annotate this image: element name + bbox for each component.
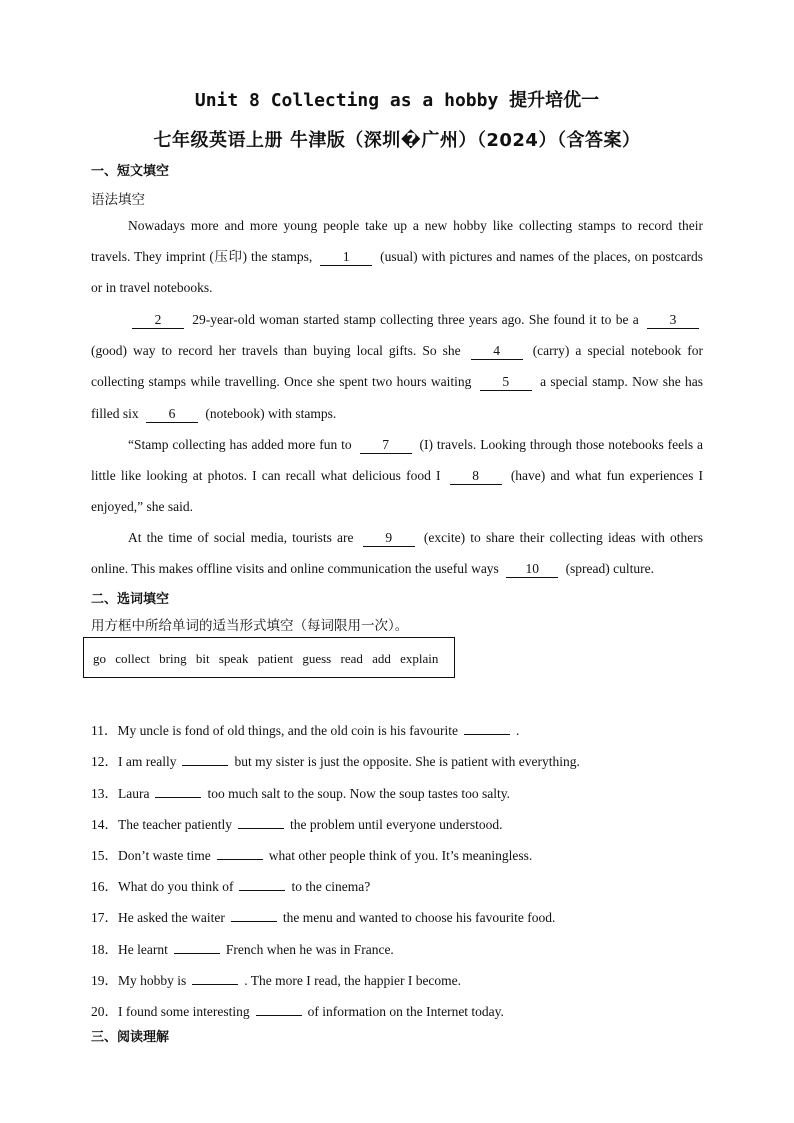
paragraph-4-text-c: (spread) culture. (565, 561, 655, 577)
section-1-heading: 一、短文填空 (91, 164, 170, 179)
question-number: 19． (91, 973, 118, 988)
document-subtitle: 七年级英语上册 牛津版（深圳�广州）（2024）（含答案） (153, 130, 641, 151)
question-number: 17． (91, 910, 118, 925)
section-3-heading: 三、阅读理解 (91, 1030, 170, 1045)
paragraph-3 (91, 429, 703, 523)
paragraph-3-text-b: (I) travels. Looking through those notebooks feels a little like looking at photos. I can recall what delicious food I (91, 437, 704, 484)
answer-blank[interactable] (231, 909, 277, 922)
question-text: My uncle is fond of old things, and the old coin is his favourite (117, 723, 458, 738)
blank-9[interactable]: 9 (363, 530, 415, 547)
question-text: too much salt to the soup. Now the soup tastes too salty. (207, 786, 510, 801)
question-text: Don’t waste time (118, 848, 211, 863)
word-bank-word: collect (115, 651, 150, 666)
document-title: Unit 8 Collecting as a hobby 提升培优一 (194, 90, 600, 111)
question-text: He asked the waiter (118, 910, 225, 925)
blank-5[interactable]: 5 (480, 374, 532, 391)
question-text: the problem until everyone understood. (289, 817, 503, 832)
blank-4[interactable]: 4 (471, 343, 523, 360)
paragraph-4 (91, 522, 703, 584)
question-number: 18． (91, 942, 118, 957)
blank-6[interactable]: 6 (146, 406, 198, 423)
paragraph-2-text-d: a special stamp. Now she has filled six (91, 374, 704, 421)
word-bank-word: speak (218, 651, 249, 666)
word-bank-box (83, 637, 455, 678)
blank-8[interactable]: 8 (450, 468, 502, 485)
paragraph-1-text-a: Nowadays more and more young people take up a new hobby like collecting stamps to record their travels. They imprint (压印) the stamps, (91, 218, 703, 265)
paragraph-2-text-e: (notebook) with stamps. (205, 405, 337, 421)
word-bank-word: add (372, 651, 391, 666)
question-text: of information on the Internet today. (307, 1004, 504, 1019)
question-text: what other people think of you. It’s meaningless. (268, 848, 533, 863)
answer-blank[interactable] (256, 1003, 302, 1016)
answer-blank[interactable] (192, 972, 238, 985)
question-number: 11． (91, 723, 118, 738)
question-11 (91, 719, 519, 739)
question-text: He learnt (118, 942, 168, 957)
paragraph-4-text-a: At the time of social media, tourists are (128, 530, 354, 545)
section-1-subheading: 语法填空 (91, 192, 145, 208)
question-text: My hobby is (118, 973, 187, 988)
paragraph-3-text-a: “Stamp collecting has added more fun to (128, 437, 352, 452)
answer-blank[interactable] (155, 785, 201, 798)
answer-blank[interactable] (217, 847, 263, 860)
paragraph-1-text-b: (usual) with pictures and names of the places, on postcards or in travel notebooks. (91, 249, 704, 296)
question-text: to the cinema? (291, 879, 371, 894)
question-12 (91, 750, 580, 770)
question-text: . The more I read, the happier I become. (244, 973, 462, 988)
section-2-instruction: 用方框中所给单词的适当形式填空（每词限用一次）。 (91, 618, 409, 634)
question-19 (91, 969, 461, 989)
question-text: but my sister is just the opposite. She is patient with everything. (234, 754, 580, 769)
question-13 (91, 782, 510, 802)
question-16 (91, 875, 370, 895)
question-number: 15． (91, 848, 118, 863)
blank-3[interactable]: 3 (647, 312, 699, 329)
answer-blank[interactable] (464, 722, 510, 735)
question-number: 12． (91, 754, 118, 769)
word-bank-word: bring (159, 651, 187, 666)
question-number: 14． (91, 817, 118, 832)
answer-blank[interactable] (239, 878, 285, 891)
question-text: The teacher patiently (118, 817, 232, 832)
answer-blank[interactable] (182, 753, 228, 766)
paragraph-2-text-c: (carry) a special notebook for collecting stamps while travelling. Once she spent two hours waiting (91, 343, 703, 390)
word-bank-word: guess (302, 651, 332, 666)
paragraph-3-text-c: (have) and what fun experiences I enjoyed,” she said. (91, 468, 703, 515)
paragraph-2 (91, 304, 703, 429)
question-text: the menu and wanted to choose his favourite food. (282, 910, 556, 925)
blank-10[interactable]: 10 (506, 561, 558, 578)
question-text: I found some interesting (118, 1004, 250, 1019)
blank-1[interactable]: 1 (320, 249, 372, 266)
question-20 (91, 1000, 504, 1020)
paragraph-4-text-b: (excite) to share their collecting ideas with others online. This makes offline visits and online communication the useful ways (91, 530, 704, 577)
blank-2[interactable]: 2 (132, 312, 184, 329)
question-number: 20． (91, 1004, 118, 1019)
paragraph-1 (91, 210, 703, 304)
question-18 (91, 938, 394, 958)
word-bank-word: patient (257, 651, 294, 666)
question-text: French when he was in France. (225, 942, 394, 957)
question-text: . (515, 723, 520, 738)
question-number: 13． (91, 786, 118, 801)
question-text: Laura (118, 786, 150, 801)
word-bank-word: explain (400, 651, 439, 666)
question-text: I am really (118, 754, 177, 769)
question-15 (91, 844, 532, 864)
question-number: 16． (91, 879, 118, 894)
question-17 (91, 906, 555, 926)
word-bank-word: read (340, 651, 363, 666)
blank-7[interactable]: 7 (360, 437, 412, 454)
word-bank-word: bit (195, 651, 210, 666)
answer-blank[interactable] (238, 816, 284, 829)
answer-blank[interactable] (174, 941, 220, 954)
word-bank-word: go (93, 651, 106, 666)
section-2-heading: 二、选词填空 (91, 592, 170, 607)
question-text: What do you think of (118, 879, 234, 894)
paragraph-2-text-a: 29-year-old woman started stamp collecting three years ago. She found it to be a (192, 312, 639, 327)
paragraph-2-text-b: (good) way to record her travels than buying local gifts. So she (91, 343, 461, 359)
question-14 (91, 813, 503, 833)
